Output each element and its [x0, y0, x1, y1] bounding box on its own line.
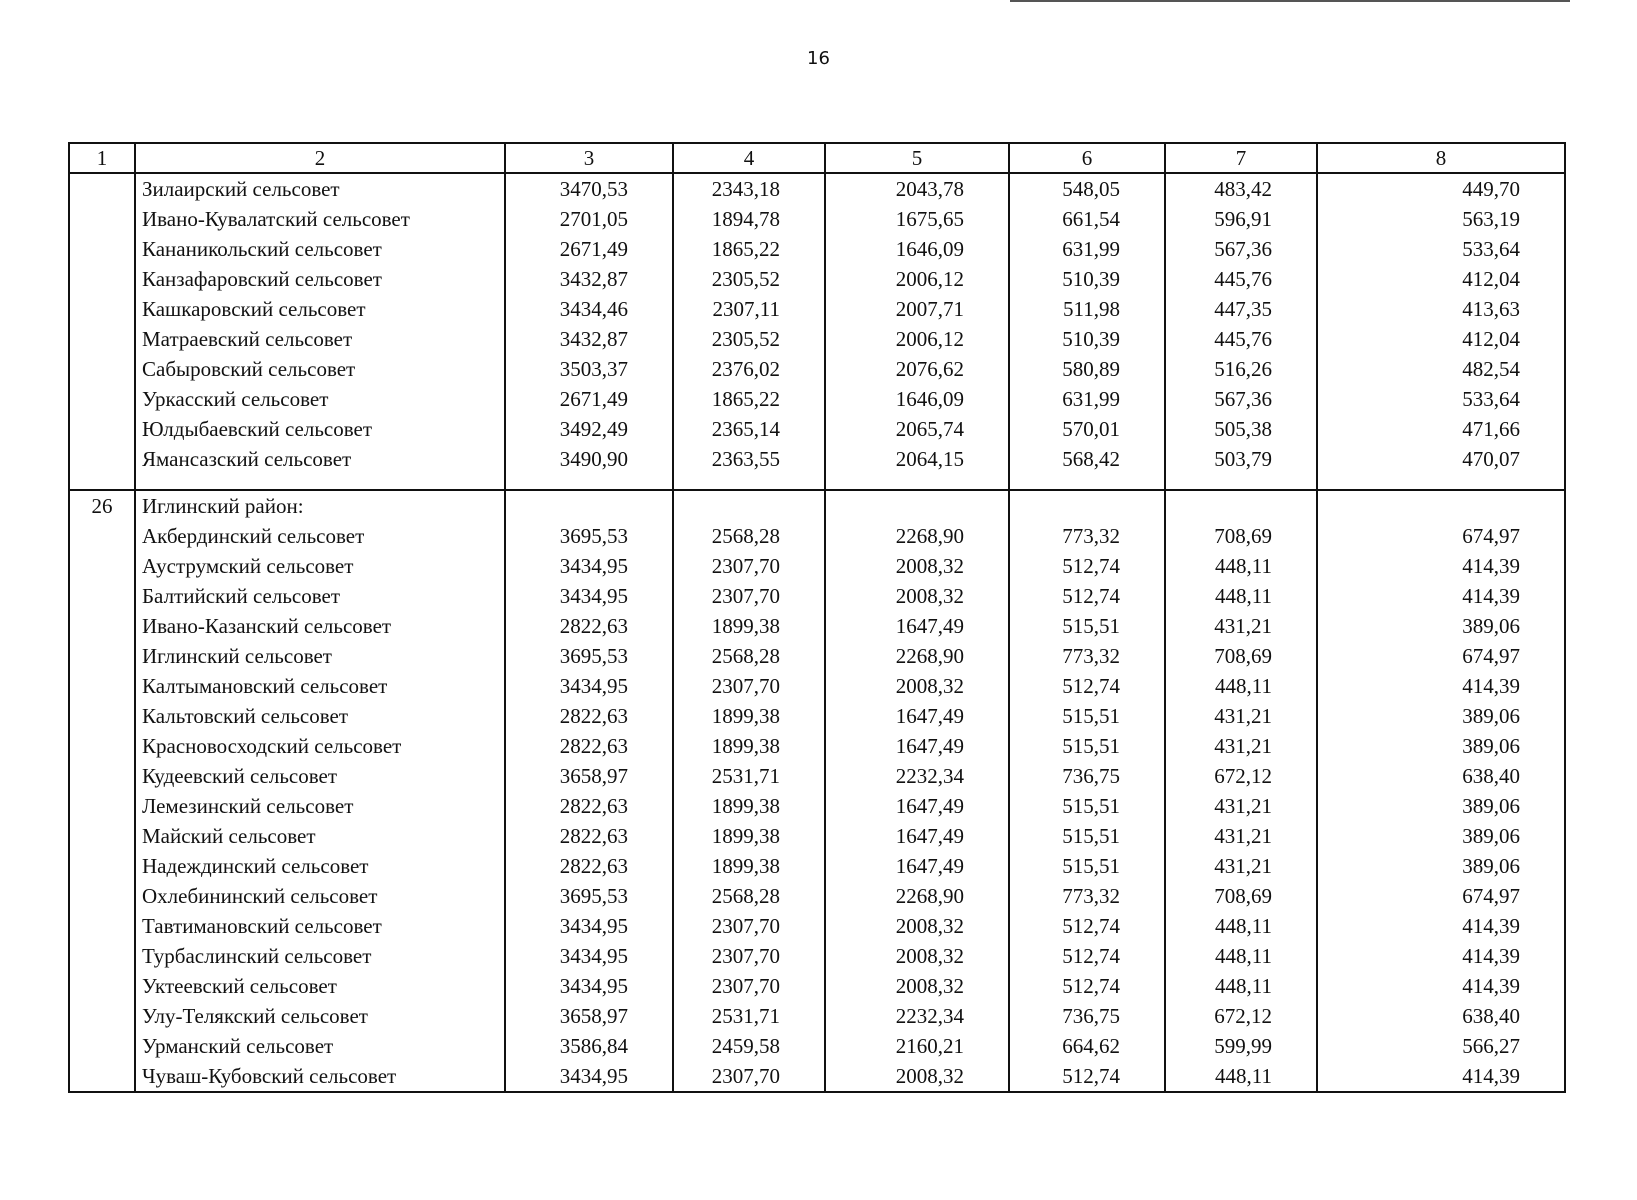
table-row: [69, 324, 1565, 354]
row-number-cell: [69, 414, 135, 444]
value-cell-col-7: 708,69: [1165, 521, 1317, 551]
value-cell-col-8: 674,97: [1317, 881, 1565, 911]
settlement-name: Кудеевский сельсовет: [135, 761, 505, 791]
value-cell-col-6: 515,51: [1009, 821, 1165, 851]
value-cell-col-7: 672,12: [1165, 1001, 1317, 1031]
value-cell-col-5: 2006,12: [825, 324, 1009, 354]
value-cell-col-7: 708,69: [1165, 881, 1317, 911]
row-number-cell: [69, 1061, 135, 1092]
value-cell-col-5: 2008,32: [825, 551, 1009, 581]
value-cell-col-8: 389,06: [1317, 701, 1565, 731]
value-cell-col-4: 2307,70: [673, 971, 825, 1001]
row-number-cell: [69, 264, 135, 294]
settlement-name: Красновосходский сельсовет: [135, 731, 505, 761]
spacer-cell: [673, 474, 825, 490]
row-number-cell: [69, 611, 135, 641]
value-cell-col-3: 3432,87: [505, 324, 673, 354]
spacer-cell: [69, 474, 135, 490]
value-cell-col-8: 566,27: [1317, 1031, 1565, 1061]
value-cell-col-6: 631,99: [1009, 384, 1165, 414]
value-cell-col-6: 515,51: [1009, 731, 1165, 761]
settlement-name: Урманский сельсовет: [135, 1031, 505, 1061]
table-row: [69, 1031, 1565, 1061]
value-cell-col-3: 3434,95: [505, 581, 673, 611]
table-row: [69, 701, 1565, 731]
row-number-cell: [69, 731, 135, 761]
value-cell-col-5: 2232,34: [825, 761, 1009, 791]
value-cell-col-4: 2307,70: [673, 551, 825, 581]
value-cell-col-4: 2305,52: [673, 264, 825, 294]
value-cell-col-8: 414,39: [1317, 1061, 1565, 1092]
column-header-1: 1: [69, 143, 135, 173]
value-cell-col-5: 2232,34: [825, 1001, 1009, 1031]
page-top-rule: [1010, 0, 1570, 2]
value-cell-col-4: 2307,70: [673, 671, 825, 701]
value-cell-col-4: 1899,38: [673, 851, 825, 881]
value-cell-col-7: 447,35: [1165, 294, 1317, 324]
value-cell-col-4: 2307,70: [673, 581, 825, 611]
value-cell-col-5: 2007,71: [825, 294, 1009, 324]
value-cell-col-3: 3658,97: [505, 761, 673, 791]
value-cell-col-8: 414,39: [1317, 941, 1565, 971]
row-number-cell: [69, 821, 135, 851]
value-cell-col-3: 3434,95: [505, 941, 673, 971]
value-cell-col-7: 431,21: [1165, 821, 1317, 851]
value-cell-col-4: 2568,28: [673, 521, 825, 551]
value-cell-col-4: 2531,71: [673, 761, 825, 791]
value-cell-col-7: 448,11: [1165, 941, 1317, 971]
value-cell-col-7: 567,36: [1165, 234, 1317, 264]
value-cell-col-5: 1647,49: [825, 731, 1009, 761]
row-number-cell: [69, 581, 135, 611]
value-cell-col-6: 512,74: [1009, 1061, 1165, 1092]
spacer-cell: [1317, 474, 1565, 490]
value-cell-col-6: 568,42: [1009, 444, 1165, 474]
value-cell-col-6: 512,74: [1009, 581, 1165, 611]
value-cell-col-6: 736,75: [1009, 1001, 1165, 1031]
value-cell-col-4: 2459,58: [673, 1031, 825, 1061]
value-cell-col-6: 512,74: [1009, 551, 1165, 581]
row-number-cell: [69, 941, 135, 971]
row-number-cell: [69, 971, 135, 1001]
value-cell-col-6: 548,05: [1009, 173, 1165, 204]
settlement-name: Ауструмский сельсовет: [135, 551, 505, 581]
value-cell-col-5: 1647,49: [825, 701, 1009, 731]
settlement-name: Сабыровский сельсовет: [135, 354, 505, 384]
value-cell-col-7: 483,42: [1165, 173, 1317, 204]
value-cell-col-3: 3658,97: [505, 1001, 673, 1031]
tariff-table: [68, 142, 1566, 1093]
value-cell-col-7: 431,21: [1165, 851, 1317, 881]
value-cell-col-6: 631,99: [1009, 234, 1165, 264]
row-number-cell: [69, 354, 135, 384]
row-number-cell: [69, 911, 135, 941]
settlement-name: Охлебининский сельсовет: [135, 881, 505, 911]
value-cell-col-6: 736,75: [1009, 761, 1165, 791]
district-number: 26: [69, 491, 135, 521]
value-cell-col-7: 567,36: [1165, 384, 1317, 414]
value-cell-col-6: 570,01: [1009, 414, 1165, 444]
value-cell-col-6: 510,39: [1009, 324, 1165, 354]
settlement-name: Ямансазский сельсовет: [135, 444, 505, 474]
settlement-name: Уркасский сельсовет: [135, 384, 505, 414]
table-row: [69, 1061, 1565, 1092]
value-cell-col-6: 773,32: [1009, 641, 1165, 671]
spacer-cell: [1165, 474, 1317, 490]
empty-cell: [1165, 491, 1317, 521]
value-cell-col-4: 2307,70: [673, 911, 825, 941]
value-cell-col-4: 1899,38: [673, 791, 825, 821]
settlement-name: Турбаслинский сельсовет: [135, 941, 505, 971]
value-cell-col-3: 2822,63: [505, 731, 673, 761]
table-row: [69, 204, 1565, 234]
value-cell-col-5: 2006,12: [825, 264, 1009, 294]
value-cell-col-3: 2671,49: [505, 384, 673, 414]
settlement-name: Ивано-Казанский сельсовет: [135, 611, 505, 641]
header-row: [69, 143, 1565, 173]
value-cell-col-8: 449,70: [1317, 173, 1565, 204]
column-header-8: 8: [1317, 143, 1565, 173]
row-number-cell: [69, 444, 135, 474]
empty-cell: [825, 491, 1009, 521]
value-cell-col-6: 512,74: [1009, 671, 1165, 701]
table-group: [69, 490, 1565, 1092]
value-cell-col-8: 533,64: [1317, 384, 1565, 414]
table-row: [69, 551, 1565, 581]
table-row: [69, 761, 1565, 791]
value-cell-col-5: 1646,09: [825, 234, 1009, 264]
value-cell-col-6: 515,51: [1009, 701, 1165, 731]
value-cell-col-4: 2376,02: [673, 354, 825, 384]
settlement-name: Юлдыбаевский сельсовет: [135, 414, 505, 444]
value-cell-col-6: 515,51: [1009, 611, 1165, 641]
settlement-name: Кананикольский сельсовет: [135, 234, 505, 264]
value-cell-col-4: 2531,71: [673, 1001, 825, 1031]
value-cell-col-3: 2822,63: [505, 611, 673, 641]
row-number-cell: [69, 791, 135, 821]
spacer-cell: [505, 474, 673, 490]
value-cell-col-7: 448,11: [1165, 911, 1317, 941]
table-row: [69, 671, 1565, 701]
value-cell-col-7: 431,21: [1165, 611, 1317, 641]
settlement-name: Тавтимановский сельсовет: [135, 911, 505, 941]
district-name: Иглинский район:: [135, 491, 505, 521]
value-cell-col-5: 2268,90: [825, 881, 1009, 911]
value-cell-col-3: 3492,49: [505, 414, 673, 444]
value-cell-col-3: 3503,37: [505, 354, 673, 384]
value-cell-col-8: 413,63: [1317, 294, 1565, 324]
value-cell-col-5: 1647,49: [825, 821, 1009, 851]
value-cell-col-8: 638,40: [1317, 1001, 1565, 1031]
row-number-cell: [69, 1031, 135, 1061]
table-group: [69, 173, 1565, 490]
row-number-cell: [69, 761, 135, 791]
value-cell-col-7: 448,11: [1165, 551, 1317, 581]
value-cell-col-7: 448,11: [1165, 1061, 1317, 1092]
value-cell-col-5: 2268,90: [825, 521, 1009, 551]
district-row: [69, 491, 1565, 521]
value-cell-col-5: 2008,32: [825, 911, 1009, 941]
row-number-cell: [69, 671, 135, 701]
settlement-name: Улу-Телякский сельсовет: [135, 1001, 505, 1031]
settlement-name: Калтымановский сельсовет: [135, 671, 505, 701]
value-cell-col-3: 3434,95: [505, 551, 673, 581]
value-cell-col-5: 2076,62: [825, 354, 1009, 384]
value-cell-col-8: 412,04: [1317, 264, 1565, 294]
table-row: [69, 234, 1565, 264]
value-cell-col-7: 448,11: [1165, 971, 1317, 1001]
value-cell-col-7: 448,11: [1165, 671, 1317, 701]
value-cell-col-3: 3695,53: [505, 881, 673, 911]
empty-cell: [1317, 491, 1565, 521]
table-row: [69, 264, 1565, 294]
table-row: [69, 384, 1565, 414]
settlement-name: Канзафаровский сельсовет: [135, 264, 505, 294]
value-cell-col-5: 2043,78: [825, 173, 1009, 204]
value-cell-col-8: 563,19: [1317, 204, 1565, 234]
spacer-cell: [825, 474, 1009, 490]
row-number-cell: [69, 173, 135, 204]
value-cell-col-6: 580,89: [1009, 354, 1165, 384]
table-row: [69, 641, 1565, 671]
value-cell-col-7: 672,12: [1165, 761, 1317, 791]
value-cell-col-4: 1865,22: [673, 234, 825, 264]
value-cell-col-6: 664,62: [1009, 1031, 1165, 1061]
settlement-name: Зилаирский сельсовет: [135, 173, 505, 204]
value-cell-col-3: 3586,84: [505, 1031, 673, 1061]
value-cell-col-6: 512,74: [1009, 911, 1165, 941]
value-cell-col-5: 1647,49: [825, 791, 1009, 821]
value-cell-col-7: 445,76: [1165, 324, 1317, 354]
value-cell-col-4: 2568,28: [673, 641, 825, 671]
value-cell-col-4: 2568,28: [673, 881, 825, 911]
row-number-cell: [69, 641, 135, 671]
value-cell-col-8: 533,64: [1317, 234, 1565, 264]
value-cell-col-3: 2671,49: [505, 234, 673, 264]
value-cell-col-5: 2008,32: [825, 1061, 1009, 1092]
row-number-cell: [69, 551, 135, 581]
value-cell-col-8: 414,39: [1317, 911, 1565, 941]
value-cell-col-3: 3434,46: [505, 294, 673, 324]
value-cell-col-7: 445,76: [1165, 264, 1317, 294]
value-cell-col-6: 515,51: [1009, 851, 1165, 881]
empty-cell: [673, 491, 825, 521]
value-cell-col-3: 3434,95: [505, 971, 673, 1001]
value-cell-col-5: 1647,49: [825, 611, 1009, 641]
value-cell-col-5: 2008,32: [825, 941, 1009, 971]
row-number-cell: [69, 384, 135, 414]
value-cell-col-8: 389,06: [1317, 791, 1565, 821]
value-cell-col-3: 3432,87: [505, 264, 673, 294]
value-cell-col-4: 1894,78: [673, 204, 825, 234]
value-cell-col-7: 708,69: [1165, 641, 1317, 671]
value-cell-col-6: 512,74: [1009, 971, 1165, 1001]
column-header-2: 2: [135, 143, 505, 173]
value-cell-col-8: 389,06: [1317, 851, 1565, 881]
value-cell-col-4: 2365,14: [673, 414, 825, 444]
value-cell-col-6: 512,74: [1009, 941, 1165, 971]
value-cell-col-8: 389,06: [1317, 821, 1565, 851]
settlement-name: Иглинский сельсовет: [135, 641, 505, 671]
value-cell-col-5: 2065,74: [825, 414, 1009, 444]
value-cell-col-5: 1646,09: [825, 384, 1009, 414]
row-number-cell: [69, 294, 135, 324]
table-row: [69, 444, 1565, 474]
row-number-cell: [69, 701, 135, 731]
column-header-3: 3: [505, 143, 673, 173]
value-cell-col-3: 2701,05: [505, 204, 673, 234]
value-cell-col-3: 3434,95: [505, 671, 673, 701]
value-cell-col-8: 414,39: [1317, 671, 1565, 701]
table-row: [69, 354, 1565, 384]
settlement-name: Лемезинский сельсовет: [135, 791, 505, 821]
page-number: 16: [807, 48, 830, 69]
settlement-name: Надеждинский сельсовет: [135, 851, 505, 881]
value-cell-col-7: 448,11: [1165, 581, 1317, 611]
value-cell-col-8: 482,54: [1317, 354, 1565, 384]
value-cell-col-4: 1899,38: [673, 731, 825, 761]
value-cell-col-8: 638,40: [1317, 761, 1565, 791]
table-row: [69, 731, 1565, 761]
table-row: [69, 294, 1565, 324]
table-row: [69, 521, 1565, 551]
value-cell-col-4: 2307,11: [673, 294, 825, 324]
value-cell-col-8: 674,97: [1317, 641, 1565, 671]
settlement-name: Кальтовский сельсовет: [135, 701, 505, 731]
value-cell-col-3: 3695,53: [505, 641, 673, 671]
row-number-cell: [69, 204, 135, 234]
column-header-5: 5: [825, 143, 1009, 173]
row-number-cell: [69, 234, 135, 264]
spacer-cell: [135, 474, 505, 490]
value-cell-col-8: 674,97: [1317, 521, 1565, 551]
value-cell-col-7: 431,21: [1165, 701, 1317, 731]
value-cell-col-4: 1865,22: [673, 384, 825, 414]
table-row: [69, 1001, 1565, 1031]
value-cell-col-4: 1899,38: [673, 701, 825, 731]
value-cell-col-7: 503,79: [1165, 444, 1317, 474]
value-cell-col-6: 515,51: [1009, 791, 1165, 821]
value-cell-col-7: 505,38: [1165, 414, 1317, 444]
table-row: [69, 791, 1565, 821]
settlement-name: Кашкаровский сельсовет: [135, 294, 505, 324]
value-cell-col-5: 2160,21: [825, 1031, 1009, 1061]
value-cell-col-8: 414,39: [1317, 551, 1565, 581]
value-cell-col-6: 773,32: [1009, 881, 1165, 911]
table-row: [69, 611, 1565, 641]
table-row: [69, 173, 1565, 204]
row-number-cell: [69, 851, 135, 881]
settlement-name: Акбердинский сельсовет: [135, 521, 505, 551]
value-cell-col-3: 2822,63: [505, 821, 673, 851]
value-cell-col-8: 470,07: [1317, 444, 1565, 474]
value-cell-col-4: 1899,38: [673, 611, 825, 641]
empty-cell: [1009, 491, 1165, 521]
value-cell-col-3: 3470,53: [505, 173, 673, 204]
value-cell-col-7: 516,26: [1165, 354, 1317, 384]
value-cell-col-4: 2363,55: [673, 444, 825, 474]
settlement-name: Майский сельсовет: [135, 821, 505, 851]
value-cell-col-3: 3434,95: [505, 911, 673, 941]
settlement-name: Уктеевский сельсовет: [135, 971, 505, 1001]
value-cell-col-8: 412,04: [1317, 324, 1565, 354]
value-cell-col-5: 2008,32: [825, 581, 1009, 611]
row-number-cell: [69, 324, 135, 354]
value-cell-col-3: 3490,90: [505, 444, 673, 474]
empty-cell: [505, 491, 673, 521]
value-cell-col-3: 2822,63: [505, 791, 673, 821]
value-cell-col-5: 2064,15: [825, 444, 1009, 474]
table-row: [69, 941, 1565, 971]
value-cell-col-4: 2307,70: [673, 1061, 825, 1092]
spacer-cell: [1009, 474, 1165, 490]
table-row: [69, 821, 1565, 851]
value-cell-col-5: 2008,32: [825, 671, 1009, 701]
settlement-name: Чуваш-Кубовский сельсовет: [135, 1061, 505, 1092]
row-number-cell: [69, 521, 135, 551]
value-cell-col-3: 2822,63: [505, 851, 673, 881]
value-cell-col-3: 3434,95: [505, 1061, 673, 1092]
table-row: [69, 581, 1565, 611]
value-cell-col-4: 1899,38: [673, 821, 825, 851]
value-cell-col-5: 2268,90: [825, 641, 1009, 671]
column-header-4: 4: [673, 143, 825, 173]
value-cell-col-7: 431,21: [1165, 731, 1317, 761]
table-row: [69, 911, 1565, 941]
value-cell-col-4: 2343,18: [673, 173, 825, 204]
value-cell-col-6: 661,54: [1009, 204, 1165, 234]
value-cell-col-6: 773,32: [1009, 521, 1165, 551]
value-cell-col-3: 3695,53: [505, 521, 673, 551]
value-cell-col-8: 414,39: [1317, 971, 1565, 1001]
column-header-6: 6: [1009, 143, 1165, 173]
value-cell-col-8: 471,66: [1317, 414, 1565, 444]
settlement-name: Ивано-Кувалатский сельсовет: [135, 204, 505, 234]
value-cell-col-8: 389,06: [1317, 731, 1565, 761]
table-row: [69, 414, 1565, 444]
value-cell-col-4: 2305,52: [673, 324, 825, 354]
value-cell-col-4: 2307,70: [673, 941, 825, 971]
table-row: [69, 851, 1565, 881]
row-number-cell: [69, 881, 135, 911]
value-cell-col-5: 1647,49: [825, 851, 1009, 881]
value-cell-col-5: 2008,32: [825, 971, 1009, 1001]
table-row: [69, 881, 1565, 911]
table-row: [69, 971, 1565, 1001]
settlement-name: Балтийский сельсовет: [135, 581, 505, 611]
row-number-cell: [69, 1001, 135, 1031]
value-cell-col-8: 389,06: [1317, 611, 1565, 641]
value-cell-col-5: 1675,65: [825, 204, 1009, 234]
settlement-name: Матраевский сельсовет: [135, 324, 505, 354]
value-cell-col-3: 2822,63: [505, 701, 673, 731]
value-cell-col-7: 596,91: [1165, 204, 1317, 234]
value-cell-col-7: 599,99: [1165, 1031, 1317, 1061]
value-cell-col-6: 510,39: [1009, 264, 1165, 294]
value-cell-col-6: 511,98: [1009, 294, 1165, 324]
value-cell-col-8: 414,39: [1317, 581, 1565, 611]
column-header-7: 7: [1165, 143, 1317, 173]
value-cell-col-7: 431,21: [1165, 791, 1317, 821]
